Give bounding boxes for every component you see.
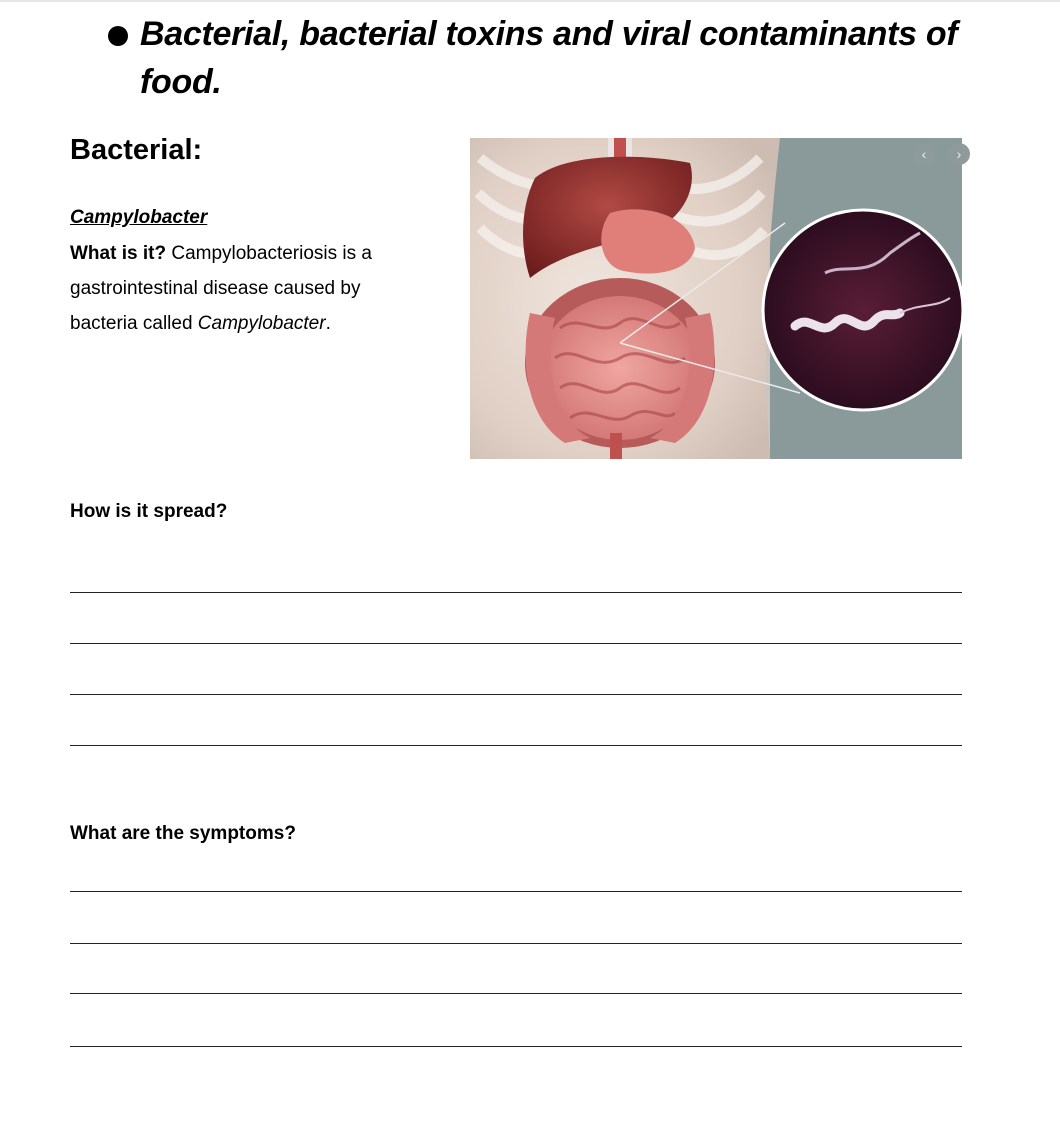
- description-text: Campylobacteriosis is a gastrointestinal disease caused by bacteria called: [70, 243, 372, 334]
- organism-name: Campylobacter: [70, 207, 208, 228]
- bullet-icon: [108, 26, 128, 46]
- answer-line[interactable]: [70, 993, 962, 994]
- what-is-it-label: What is it?: [70, 243, 167, 264]
- question-spread: How is it spread?: [70, 501, 228, 522]
- heading-text: Bacterial, bacterial toxins and viral contaminants of food.: [140, 15, 958, 101]
- answer-line[interactable]: [70, 745, 962, 746]
- answer-line[interactable]: [70, 592, 962, 593]
- organism-description: [70, 236, 430, 341]
- description-italic: Campylobacter: [197, 313, 326, 334]
- image-next-button[interactable]: ›: [948, 143, 970, 165]
- top-border: [0, 0, 1060, 2]
- answer-line[interactable]: [70, 643, 962, 644]
- digestive-system-illustration: [470, 138, 962, 459]
- description-end: .: [325, 313, 331, 334]
- question-symptoms: What are the symptoms?: [70, 823, 296, 844]
- answer-line[interactable]: [70, 943, 962, 944]
- image-prev-button[interactable]: ‹: [913, 143, 935, 165]
- answer-line[interactable]: [70, 694, 962, 695]
- page-heading: [108, 10, 988, 106]
- answer-line[interactable]: [70, 1046, 962, 1047]
- answer-line[interactable]: [70, 891, 962, 892]
- section-title: Bacterial:: [70, 134, 203, 166]
